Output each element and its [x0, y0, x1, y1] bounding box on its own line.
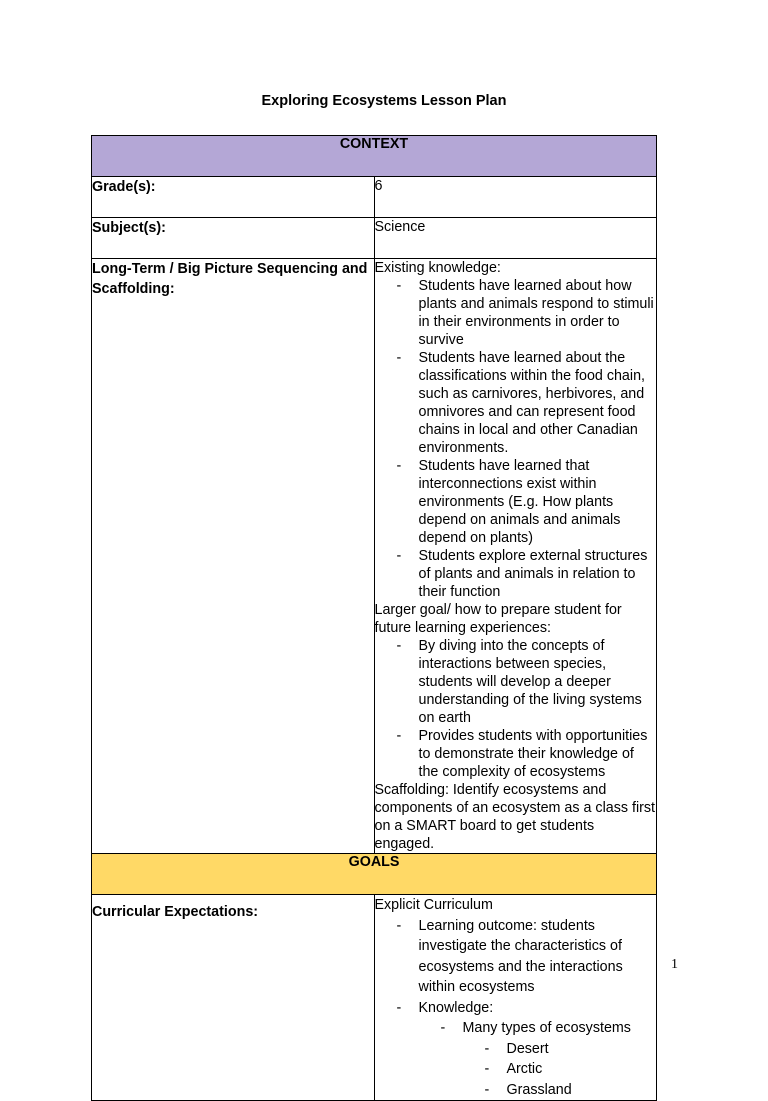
larger-goal-list — [375, 637, 657, 781]
longterm-label: Long-Term / Big Picture Sequencing and Scaffolding: — [92, 259, 375, 854]
context-section-header — [92, 136, 657, 177]
page-number: 1 — [671, 957, 678, 972]
subject-value: Science — [374, 218, 657, 259]
longterm-row — [92, 259, 657, 854]
context-heading: CONTEXT — [92, 136, 657, 177]
subject-row — [92, 218, 657, 259]
list-item: - Students have learned about the classifications within the food chain, such as carnivores, herbivores, and omnivores and can represent food chains in local and other Canadian environments. — [419, 349, 657, 457]
existing-knowledge-list — [375, 277, 657, 601]
list-item: - Arctic — [507, 1059, 657, 1080]
list-item: - Students have learned about how plants and animals respond to stimuli in their environments in order to survive — [419, 277, 657, 349]
lesson-plan-table — [91, 135, 657, 1101]
ecosystem-types-label: Many types of ecosystems — [462, 1020, 631, 1036]
knowledge-label: Knowledge: — [418, 999, 494, 1016]
ecosystem-types-item — [463, 1018, 657, 1100]
larger-goal-heading: Larger goal/ how to prepare student for future learning experiences: — [374, 602, 622, 636]
curricular-content — [374, 895, 657, 1101]
ecosystem-types-list — [463, 1039, 657, 1101]
list-item: - Students have learned that interconnections exist within environments (E.g. How plants depend on animals and animals depend on plants) — [419, 457, 657, 547]
goals-section-header — [92, 854, 657, 895]
knowledge-item — [419, 998, 657, 1101]
subject-label: Subject(s): — [92, 218, 375, 259]
learning-outcome-item: - Learning outcome: students investigate the characteristics of ecosystems and the interactions within ecosystems — [419, 916, 657, 998]
goals-heading: GOALS — [92, 854, 657, 895]
document-title: Exploring Ecosystems Lesson Plan — [261, 93, 507, 109]
longterm-content — [374, 259, 657, 854]
list-item: - Students explore external structures of plants and animals in relation to their function — [419, 547, 657, 601]
knowledge-list — [419, 1018, 657, 1100]
list-item: - By diving into the concepts of interactions between species, students will develop a deeper understanding of the living systems on earth — [419, 637, 657, 727]
curricular-row — [92, 895, 657, 1101]
curriculum-list — [375, 916, 657, 1101]
grade-label: Grade(s): — [92, 177, 375, 218]
explicit-curriculum-heading: Explicit Curriculum — [374, 897, 493, 913]
scaffolding-text: Scaffolding: Identify ecosystems and components of an ecosystem as a class first on a SMART board to get students engaged. — [374, 782, 655, 852]
grade-row — [92, 177, 657, 218]
curricular-label: Curricular Expectations: — [92, 895, 375, 1101]
existing-knowledge-heading: Existing knowledge: — [374, 260, 501, 276]
list-item: - Grassland — [507, 1080, 657, 1101]
list-item: - Desert — [507, 1039, 657, 1060]
grade-value: 6 — [374, 177, 657, 218]
list-item: - Provides students with opportunities to demonstrate their knowledge of the complexity of ecosystems — [419, 727, 657, 781]
